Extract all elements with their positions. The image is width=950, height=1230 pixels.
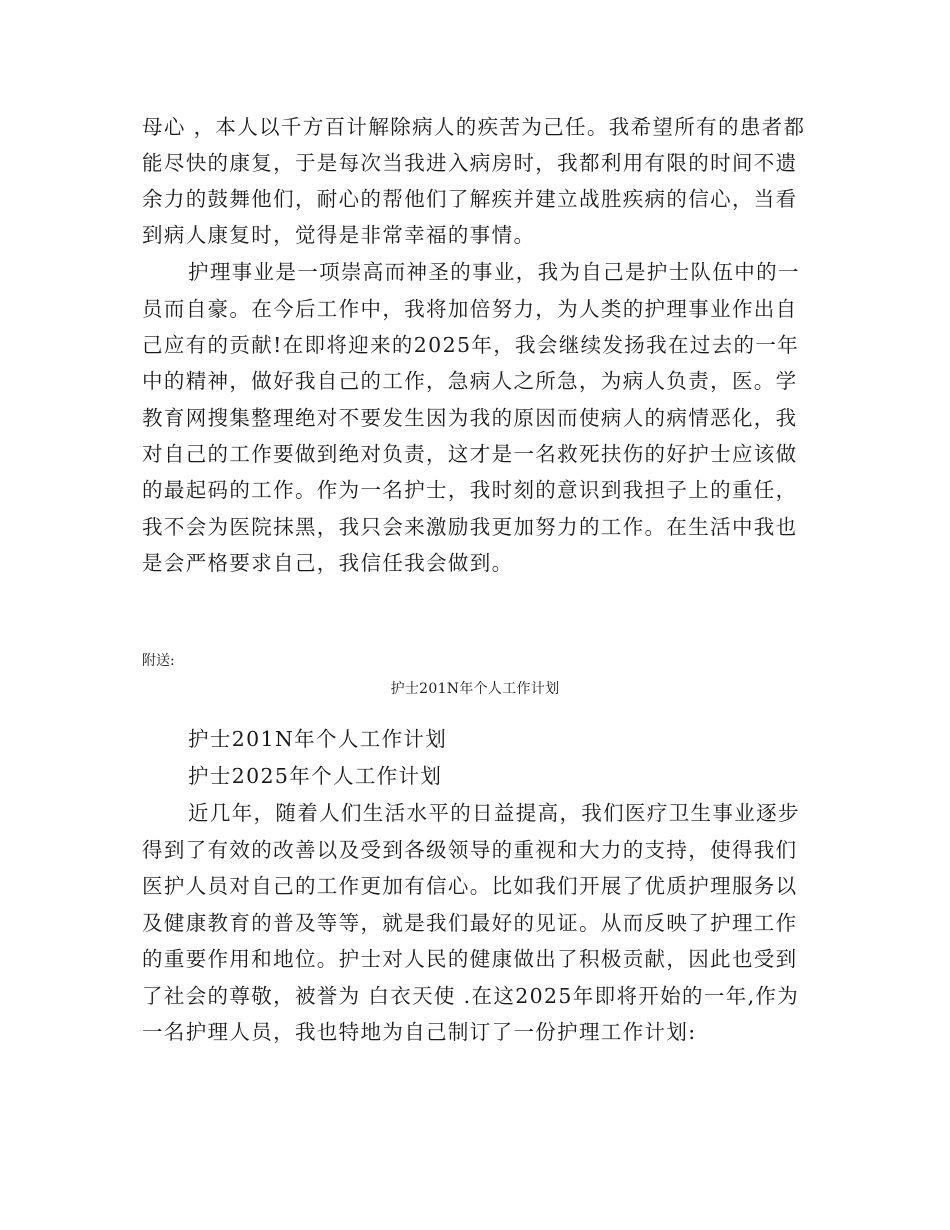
paragraph-1-line-3: 余力的鼓舞他们，耐心的帮他们了解疾并建立战胜疾病的信心，当看 [142, 187, 798, 211]
paragraph-2-line-8: 我不会为医院抹黑，我只会来激励我更加努力的工作。在生活中我也 [142, 515, 798, 539]
paragraph-2-line-2: 员而自豪。在今后工作中，我将加倍努力，为人类的护理事业作出自 [142, 297, 798, 321]
heading-1: 护士201N年个人工作计划 [188, 727, 448, 751]
paragraph-2-line-4: 中的精神，做好我自己的工作，急病人之所急，为病人负责，医。学 [142, 369, 798, 393]
heading-2: 护士2025年个人工作计划 [188, 764, 443, 788]
paragraph-2-line-7: 的最起码的工作。作为一名护士，我时刻的意识到我担子上的重任， [142, 478, 798, 502]
paragraph-2-line-9: 是会严格要求自己，我信任我会做到。 [142, 551, 514, 575]
paragraph-1-line-4: 到病人康复时，觉得是非常幸福的事情。 [142, 223, 536, 247]
paragraph-3-line-7: 一名护理人员，我也特地为自己制订了一份护理工作计划: [142, 1020, 697, 1044]
paragraph-1-line-1: 母心 ，本人以千方百计解除病人的疾苦为己任。我希望所有的患者都 [142, 115, 806, 139]
attachment-title: 护士201N年个人工作计划 [390, 681, 560, 697]
paragraph-3-line-4: 及健康教育的普及等等，就是我们最好的见证。从而反映了护理工作 [142, 911, 798, 935]
paragraph-3-line-5: 的重要作用和地位。护士对人民的健康做出了积极贡献，因此也受到 [142, 947, 798, 971]
paragraph-2-line-1: 护理事业是一项崇高而神圣的事业，我为自己是护士队伍中的一 [188, 260, 800, 284]
paragraph-1-line-2: 能尽快的康复，于是每次当我进入病房时，我都利用有限的时间不遗 [142, 151, 798, 175]
paragraph-3-line-3: 医护人员对自己的工作更加有信心。比如我们开展了优质护理服务以 [142, 874, 798, 898]
paragraph-2-line-3: 己应有的贡献!在即将迎来的2025年，我会继续发扬我在过去的一年 [142, 333, 800, 357]
paragraph-2-line-6: 对自己的工作要做到绝对负责，这才是一名救死扶伤的好护士应该做 [142, 442, 798, 466]
paragraph-3-line-6: 了社会的尊敬，被誉为 白衣天使 .在这2025年即将开始的一年,作为 [142, 984, 800, 1008]
paragraph-3-line-2: 得到了有效的改善以及受到各级领导的重视和大力的支持，使得我们 [142, 838, 798, 862]
paragraph-2-line-5: 教育网搜集整理绝对不要发生因为我的原因而使病人的病情恶化，我 [142, 406, 798, 430]
attachment-label: 附送: [142, 653, 175, 669]
paragraph-3-line-1: 近几年，随着人们生活水平的日益提高，我们医疗卫生事业逐步 [188, 801, 800, 825]
